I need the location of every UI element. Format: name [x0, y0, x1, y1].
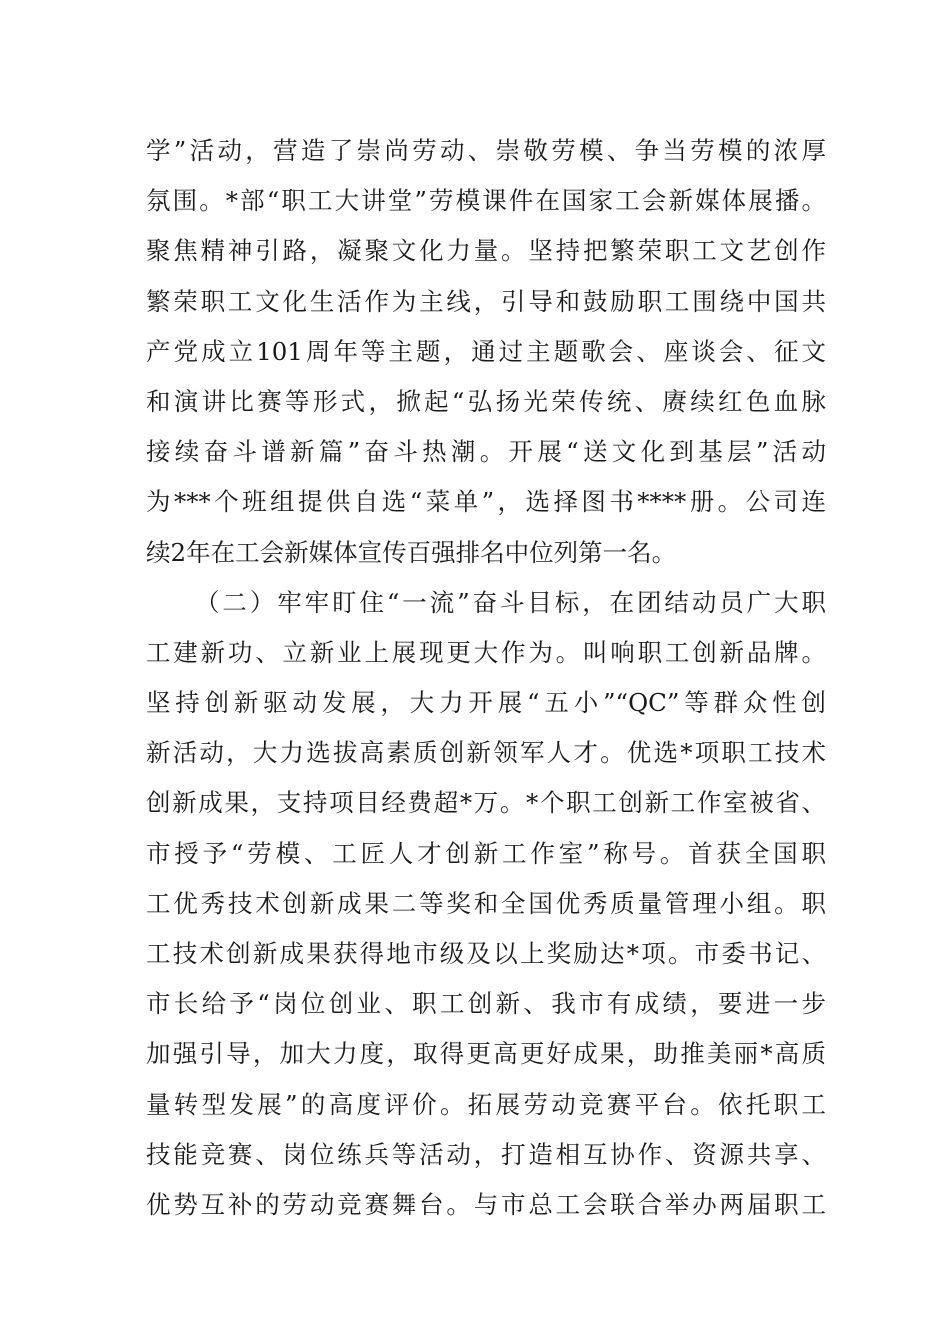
text-line-7: 接续奋斗谱新篇”奋斗热潮。开展“送文化到基层”活动	[146, 437, 826, 467]
text-line-20: 量转型发展”的高度评价。拓展劳动竞赛平台。依托职工	[146, 1089, 826, 1119]
text-line-13: 新活动，大力选拔高素质创新领军人才。优选*项职工技术	[146, 738, 826, 768]
text-line-8: 为***个班组提供自选“菜单”，选择图书****册。公司连	[146, 487, 826, 517]
text-line-16: 工优秀技术创新成果二等奖和全国优秀质量管理小组。职	[146, 888, 826, 918]
text-line-4: 繁荣职工文化生活作为主线，引导和鼓励职工围绕中国共	[146, 286, 826, 316]
text-line-2: 氛围。*部“职工大讲堂”劳模课件在国家工会新媒体展播。	[146, 186, 826, 216]
text-line-6: 和演讲比赛等形式，掀起“弘扬光荣传统、赓续红色血脉	[146, 386, 826, 416]
text-line-3: 聚焦精神引路，凝聚文化力量。坚持把繁荣职工文艺创作	[146, 236, 826, 266]
section-heading-line: （二）牢牢盯住“一流”奋斗目标，在团结动员广大职	[195, 587, 826, 617]
text-line-19: 加强引导，加大力度，取得更高更好成果，助推美丽*高质	[146, 1039, 826, 1069]
body-text	[146, 126, 826, 1230]
text-line-9: 续2年在工会新媒体宣传百强排名中位列第一名。	[146, 537, 677, 567]
text-line-1: 学”活动，营造了崇尚劳动、崇敬劳模、争当劳模的浓厚	[146, 136, 826, 165]
text-line-15: 市授予“劳模、工匠人才创新工作室”称号。首获全国职	[146, 838, 826, 868]
text-line-17: 工技术创新成果获得地市级及以上奖励达*项。市委书记、	[146, 939, 826, 968]
text-line-22: 优势互补的劳动竞赛舞台。与市总工会联合举办两届职工	[146, 1189, 826, 1219]
text-line-11: 工建新功、立新业上展现更大作为。叫响职工创新品牌。	[146, 637, 826, 667]
text-line-21: 技能竞赛、岗位练兵等活动，打造相互协作、资源共享、	[146, 1139, 826, 1169]
text-line-12: 坚持创新驱动发展，大力开展“五小”“QC”等群众性创	[146, 688, 826, 718]
text-line-5: 产党成立101周年等主题，通过主题歌会、座谈会、征文	[146, 336, 826, 366]
text-line-18: 市长给予“岗位创业、职工创新、我市有成绩，要进一步	[146, 989, 826, 1019]
text-line-14: 创新成果，支持项目经费超*万。*个职工创新工作室被省、	[146, 788, 826, 818]
